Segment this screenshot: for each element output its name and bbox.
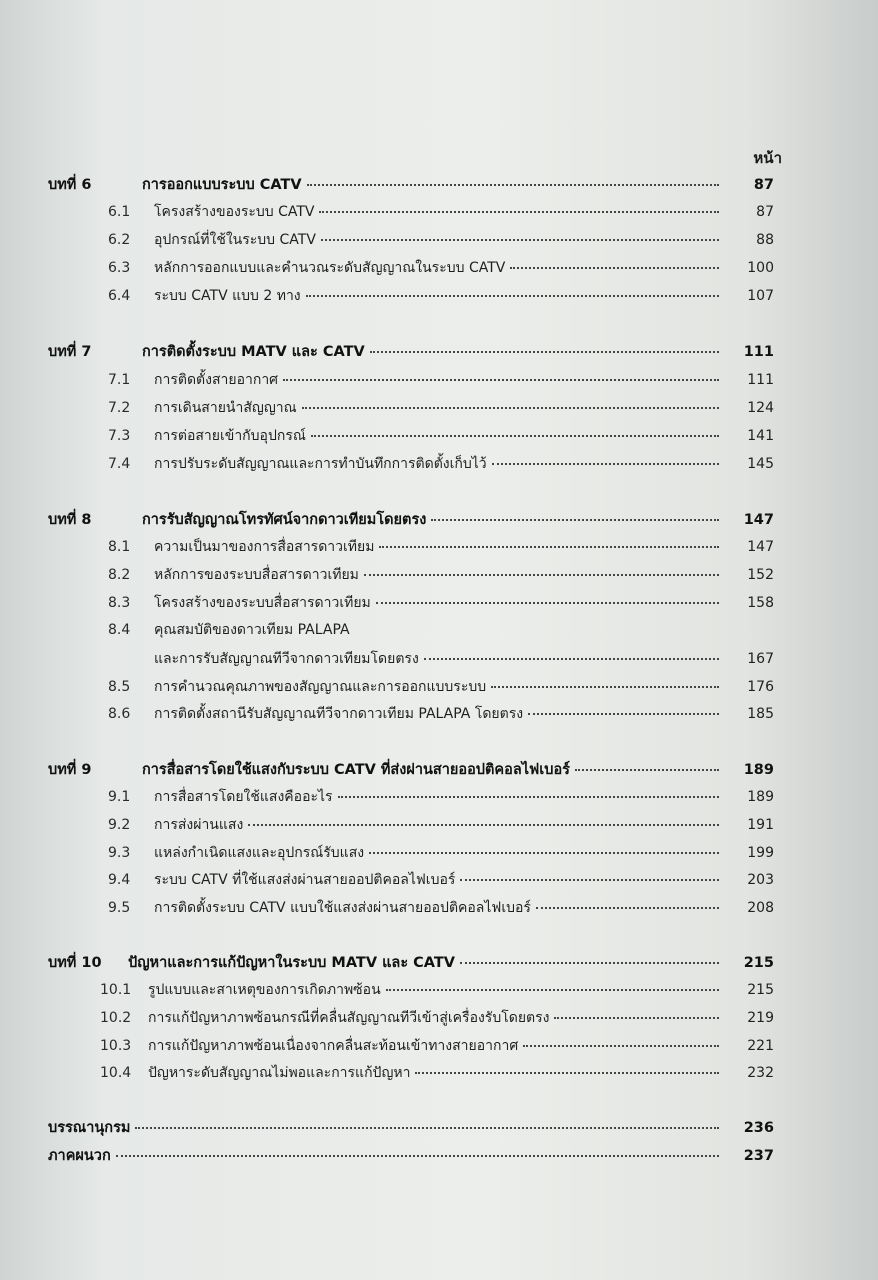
toc-section-9-1[interactable] — [108, 785, 774, 807]
dot-leader — [528, 699, 719, 715]
dot-leader — [307, 170, 719, 186]
section-page: 111 — [747, 372, 774, 388]
section-page: 141 — [747, 428, 774, 444]
dot-leader — [283, 365, 719, 381]
section-title: การติดตั้งสถานีรับสัญญาณทีวีจากดาวเทียม PALAPA โดยตรง — [154, 706, 524, 722]
toc-section-6-2[interactable] — [108, 228, 774, 250]
section-number: 9.4 — [108, 872, 131, 888]
section-page: 185 — [747, 706, 774, 722]
chapter-page: 147 — [743, 512, 774, 528]
toc-section-6-3[interactable] — [108, 256, 774, 278]
dot-leader — [379, 532, 719, 548]
chapter-page: 215 — [743, 955, 774, 971]
section-number: 9.2 — [108, 817, 131, 833]
dot-leader — [431, 505, 719, 521]
dot-leader — [306, 281, 719, 297]
dot-leader — [386, 975, 719, 991]
section-title: รูปแบบและสาเหตุของการเกิดภาพซ้อน — [148, 982, 381, 998]
section-page: 152 — [747, 567, 774, 583]
dot-leader — [319, 197, 719, 213]
dot-leader — [460, 948, 719, 964]
section-number: 8.4 — [108, 622, 131, 638]
dot-leader — [491, 672, 719, 688]
chapter-page: 87 — [753, 177, 774, 193]
section-number: 8.2 — [108, 567, 131, 583]
chapter-number: บทที่ 8 — [48, 512, 92, 528]
toc-section-8-4[interactable] — [108, 619, 774, 641]
section-title: การสื่อสารโดยใช้แสงคืออะไร — [154, 789, 333, 805]
toc-appendix[interactable] — [48, 1144, 774, 1166]
toc-section-6-4[interactable] — [108, 284, 774, 306]
section-page: 215 — [747, 982, 774, 998]
dot-leader — [492, 449, 719, 465]
section-page: 221 — [747, 1038, 774, 1054]
toc-section-6-1[interactable] — [108, 200, 774, 222]
section-number: 9.5 — [108, 900, 131, 916]
section-title: การเดินสายนำสัญญาณ — [154, 400, 297, 416]
toc-section-8-2[interactable] — [108, 563, 774, 585]
section-title: คุณสมบัติของดาวเทียม PALAPA — [154, 622, 350, 638]
section-number: 10.4 — [100, 1065, 132, 1081]
dot-leader — [554, 1003, 719, 1019]
chapter-page: 111 — [743, 344, 774, 360]
toc-chapter-10[interactable] — [48, 951, 774, 973]
page-column-header: หน้า — [753, 149, 782, 167]
toc-section-10-3[interactable] — [100, 1034, 774, 1056]
section-number: 6.3 — [108, 260, 131, 276]
section-number: 7.4 — [108, 456, 131, 472]
dot-leader — [370, 337, 719, 353]
toc-section-8-6[interactable] — [108, 702, 774, 724]
section-number: 6.2 — [108, 232, 131, 248]
section-page: 87 — [756, 204, 774, 220]
dot-leader — [338, 782, 719, 798]
toc-chapter-7[interactable] — [48, 340, 774, 362]
dot-leader — [311, 421, 719, 437]
toc-section-9-2[interactable] — [108, 813, 774, 835]
chapter-page: 189 — [743, 762, 774, 778]
section-title: การแก้ปัญหาภาพซ้อนกรณีที่คลื่นสัญญาณทีวีเข้าสู่เครื่องรับโดยตรง — [148, 1010, 550, 1026]
chapter-number: บทที่ 9 — [48, 762, 92, 778]
section-title: ปัญหาระดับสัญญาณไม่พอและการแก้ปัญหา — [148, 1065, 411, 1081]
section-number: 7.3 — [108, 428, 131, 444]
section-number: 8.1 — [108, 539, 131, 555]
section-number: 7.1 — [108, 372, 131, 388]
section-number: 9.3 — [108, 845, 131, 861]
section-title: หลักการของระบบสื่อสารดาวเทียม — [154, 567, 359, 583]
dot-leader — [523, 1031, 719, 1047]
section-number: 8.3 — [108, 595, 131, 611]
section-title: การแก้ปัญหาภาพซ้อนเนื่องจากคลื่นสะท้อนเข้าทางสายอากาศ — [148, 1038, 519, 1054]
section-title: โครงสร้างของระบบ CATV — [154, 204, 315, 220]
dot-leader — [575, 755, 719, 771]
section-page: 203 — [747, 872, 774, 888]
toc-chapter-6[interactable] — [48, 173, 774, 195]
toc-section-7-1[interactable] — [108, 368, 774, 390]
toc-section-9-5[interactable] — [108, 896, 774, 918]
section-title: การส่งผ่านแสง — [154, 817, 244, 833]
toc-section-8-5[interactable] — [108, 675, 774, 697]
section-title: อุปกรณ์ที่ใช้ในระบบ CATV — [154, 232, 316, 248]
section-page: 88 — [756, 232, 774, 248]
dot-leader — [321, 225, 719, 241]
toc-section-7-4[interactable] — [108, 452, 774, 474]
section-page: 232 — [747, 1065, 774, 1081]
dot-leader — [376, 588, 719, 604]
toc-chapter-9[interactable] — [48, 758, 774, 780]
section-page: 191 — [747, 817, 774, 833]
back-matter-page: 237 — [743, 1148, 774, 1164]
section-number: 6.1 — [108, 204, 131, 220]
dot-leader — [248, 810, 719, 826]
chapter-title: การออกแบบระบบ CATV — [142, 177, 302, 193]
toc-section-10-4[interactable] — [100, 1061, 774, 1083]
dot-leader — [424, 644, 719, 660]
dot-leader — [116, 1141, 719, 1157]
section-page: 208 — [747, 900, 774, 916]
section-title: การต่อสายเข้ากับอุปกรณ์ — [154, 428, 306, 444]
section-number: 6.4 — [108, 288, 131, 304]
dot-leader — [536, 893, 719, 909]
section-number: 8.5 — [108, 679, 131, 695]
chapter-title: การรับสัญญาณโทรทัศน์จากดาวเทียมโดยตรง — [142, 512, 427, 528]
section-page: 107 — [747, 288, 774, 304]
chapter-title: การสื่อสารโดยใช้แสงกับระบบ CATV ที่ส่งผ่านสายออปติคอลไฟเบอร์ — [142, 762, 570, 778]
section-page: 100 — [747, 260, 774, 276]
toc-section-8-4-continued[interactable] — [154, 647, 774, 669]
section-page: 124 — [747, 400, 774, 416]
toc-section-8-3[interactable] — [108, 591, 774, 613]
back-matter-page: 236 — [743, 1120, 774, 1136]
section-page: 176 — [747, 679, 774, 695]
section-title: ความเป็นมาของการสื่อสารดาวเทียม — [154, 539, 375, 555]
section-page: 219 — [747, 1010, 774, 1026]
section-number: 10.2 — [100, 1010, 132, 1026]
dot-leader — [302, 393, 719, 409]
section-title: การปรับระดับสัญญาณและการทำบันทึกการติดตั้งเก็บไว้ — [154, 456, 487, 472]
section-page: 145 — [747, 456, 774, 472]
back-matter-title: ภาคผนวก — [48, 1148, 111, 1164]
chapter-number: บทที่ 6 — [48, 177, 92, 193]
section-number: 10.1 — [100, 982, 132, 998]
section-title-continued: และการรับสัญญาณทีวีจากดาวเทียมโดยตรง — [154, 651, 419, 667]
back-matter-title: บรรณานุกรม — [48, 1120, 131, 1136]
section-page: 158 — [747, 595, 774, 611]
dot-leader — [369, 838, 719, 854]
toc-section-10-2[interactable] — [100, 1006, 774, 1028]
chapter-title: ปัญหาและการแก้ปัญหาในระบบ MATV และ CATV — [128, 955, 456, 971]
section-title: การติดตั้งระบบ CATV แบบใช้แสงส่งผ่านสายออปติคอลไฟเบอร์ — [154, 900, 531, 916]
section-number: 9.1 — [108, 789, 131, 805]
toc-section-7-3[interactable] — [108, 424, 774, 446]
chapter-number: บทที่ 7 — [48, 344, 92, 360]
toc-section-9-3[interactable] — [108, 841, 774, 863]
section-page: 189 — [747, 789, 774, 805]
toc-section-7-2[interactable] — [108, 396, 774, 418]
section-title: แหล่งกำเนิดแสงและอุปกรณ์รับแสง — [154, 845, 365, 861]
toc-chapter-8[interactable] — [48, 508, 774, 530]
section-number: 10.3 — [100, 1038, 132, 1054]
section-title: การติดตั้งสายอากาศ — [154, 372, 279, 388]
section-title: ระบบ CATV แบบ 2 ทาง — [154, 288, 301, 304]
toc-section-10-1[interactable] — [100, 978, 774, 1000]
dot-leader — [364, 560, 719, 576]
toc-bibliography[interactable] — [48, 1116, 774, 1138]
section-title: หลักการออกแบบและคำนวณระดับสัญญาณในระบบ CATV — [154, 260, 506, 276]
chapter-title: การติดตั้งระบบ MATV และ CATV — [142, 344, 365, 360]
dot-leader — [135, 1113, 719, 1129]
section-number: 7.2 — [108, 400, 131, 416]
section-number: 8.6 — [108, 706, 131, 722]
dot-leader — [460, 865, 719, 881]
toc-section-9-4[interactable] — [108, 868, 774, 890]
section-title: ระบบ CATV ที่ใช้แสงส่งผ่านสายออปติคอลไฟเบอร์ — [154, 872, 456, 888]
dot-leader — [415, 1058, 719, 1074]
dot-leader — [510, 253, 719, 269]
section-title: โครงสร้างของระบบสื่อสารดาวเทียม — [154, 595, 371, 611]
section-page: 147 — [747, 539, 774, 555]
toc-section-8-1[interactable] — [108, 535, 774, 557]
section-page: 167 — [747, 651, 774, 667]
chapter-number: บทที่ 10 — [48, 955, 102, 971]
section-title: การคำนวณคุณภาพของสัญญาณและการออกแบบระบบ — [154, 679, 487, 695]
section-page: 199 — [747, 845, 774, 861]
